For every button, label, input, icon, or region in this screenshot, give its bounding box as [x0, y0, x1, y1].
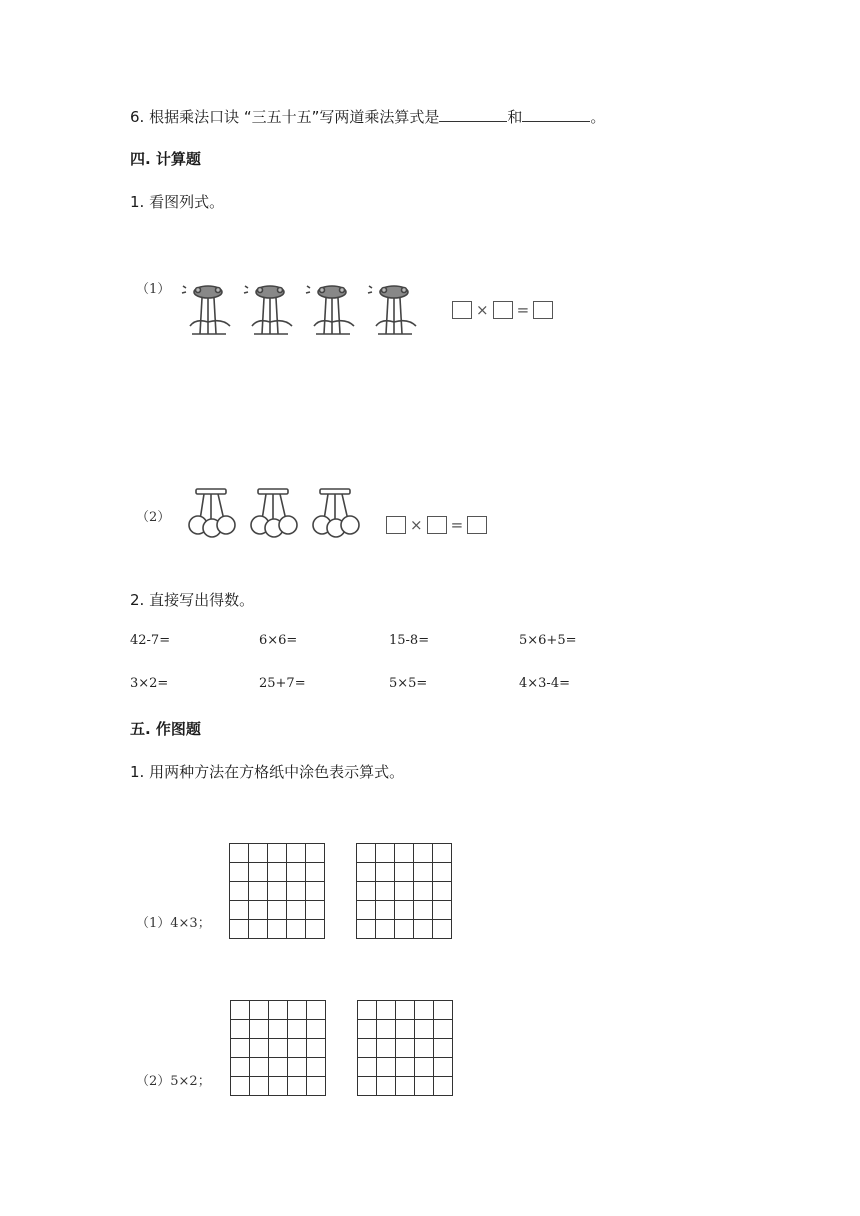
answer-blank-2[interactable] [522, 109, 590, 122]
equals-sign: = [516, 301, 530, 319]
answer-box-1c[interactable] [533, 301, 553, 319]
flowers-illustration [178, 278, 444, 342]
calc-item: 6×6= [259, 633, 298, 648]
answer-box-1b[interactable] [493, 301, 513, 319]
question-6-text: 6. 根据乘法口诀 “三五十五”写两道乘法算式是 [130, 108, 440, 126]
question-6 [130, 106, 605, 127]
answer-box-2c[interactable] [467, 516, 487, 534]
answer-box-2a[interactable] [386, 516, 406, 534]
equation-1 [452, 301, 553, 319]
calc-item: 4×3-4= [519, 676, 570, 691]
question-6-mid: 和 [507, 108, 523, 126]
section-5-q1-prompt: 1. 用两种方法在方格纸中涂色表示算式。 [130, 763, 405, 781]
section-4-q1-prompt: 1. 看图列式。 [130, 193, 225, 211]
grid-item-2-label: （2）5×2； [136, 1074, 211, 1089]
grid-2a[interactable] [230, 1000, 326, 1096]
section-4-q2-prompt: 2. 直接写出得数。 [130, 591, 255, 609]
equation-2 [386, 516, 487, 534]
item-2-label: （2） [136, 510, 171, 525]
item-1-label: （1） [136, 282, 171, 297]
calc-item: 3×2= [130, 676, 169, 691]
answer-box-2b[interactable] [427, 516, 447, 534]
calc-item: 15-8= [389, 633, 430, 648]
times-sign: × [410, 516, 423, 534]
answer-box-1a[interactable] [452, 301, 472, 319]
section-5-title: 五. 作图题 [130, 720, 201, 738]
answer-blank-1[interactable] [439, 109, 507, 122]
equals-sign: = [450, 516, 464, 534]
grid-item-1-label: （1）4×3； [136, 916, 211, 931]
grid-2b[interactable] [357, 1000, 453, 1096]
calc-item: 42-7= [130, 633, 171, 648]
grid-1a[interactable] [229, 843, 325, 939]
question-6-end: 。 [590, 108, 606, 126]
times-sign: × [476, 301, 489, 319]
cherries-illustration [186, 486, 386, 540]
grid-1b[interactable] [356, 843, 452, 939]
calc-item: 25+7= [259, 676, 306, 691]
calc-item: 5×5= [389, 676, 428, 691]
calc-item: 5×6+5= [519, 633, 577, 648]
section-4-title: 四. 计算题 [130, 150, 201, 168]
